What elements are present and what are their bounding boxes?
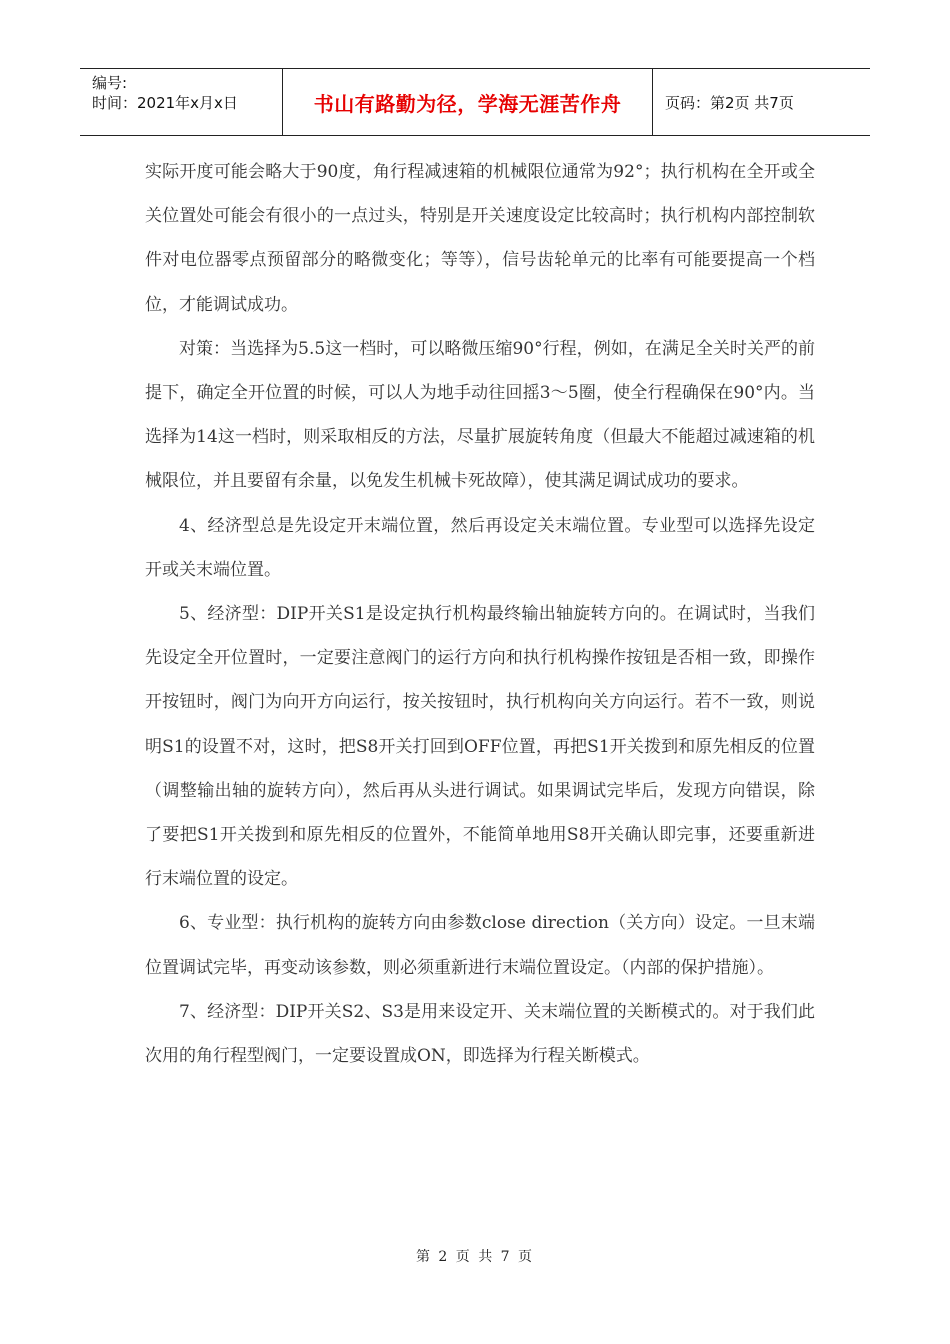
page-footer: 第 2 页 共 7 页 (415, 1249, 535, 1265)
document-number: 编号: (92, 74, 128, 92)
document-date: 时间：2021年x月x日 (92, 94, 238, 112)
paragraph: 5、经济型：DIP开关S1是设定执行机构最终输出轴旋转方向的。在调试时，当我们先设定全开位置时，一定要注意阀门的运行方向和执行机构操作按钮是否相一致，即操作开按钮时，阀门为向开方向运行，按关按钮时，执行机构向关方向运行。若不一致，则说明S1的设置不对，这时，把S8开关打回到OFF位置，再把S1开关拨到和原先相反的位置（调整输出轴的旋转方向），然后再从头进行调试。如果调试完毕后，发现方向错误，除了要把S1开关拨到和原先相反的位置外，不能简单地用S8开关确认即完事，还要重新进行末端位置的设定。 (145, 604, 815, 890)
paragraph: 7、经济型：DIP开关S2、S3是用来设定开、关末端位置的关断模式的。对于我们此次用的角行程型阀门，一定要设置成ON，即选择为行程关断模式。 (145, 1001, 815, 1067)
paragraph: 实际开度可能会略大于90度，角行程减速箱的机械限位通常为92°；执行机构在全开或全关位置处可能会有很小的一点过头，特别是开关速度设定比较高时；执行机构内部控制软件对电位器零点预留部分的略微变化；等等），信号齿轮单元的比率有可能要提高一个档位，才能调试成功。 (145, 162, 815, 315)
header-motto: 书山有路勤为径，学海无涯苦作舟 (313, 91, 622, 116)
header-page-cell (653, 69, 870, 135)
document-body (145, 150, 815, 1078)
paragraph: 4、经济型总是先设定开末端位置，然后再设定关末端位置。专业型可以选择先设定开或关末端位置。 (145, 515, 815, 580)
page-header (80, 68, 870, 136)
header-page-number: 页码：第2页 共7页 (665, 93, 794, 112)
paragraph: 6、专业型：执行机构的旋转方向由参数close direction（关方向）设定。一旦末端位置调试完毕，再变动该参数，则必须重新进行末端位置设定。（内部的保护措施）。 (145, 913, 815, 978)
header-motto-cell (283, 69, 653, 135)
paragraph: 对策：当选择为5.5这一档时，可以略微压缩90°行程，例如，在满足全关时关严的前提下，确定全开位置的时候，可以人为地手动往回摇3～5圈，使全行程确保在90°内。当选择为14这一档时，则采取相反的方法，尽量扩展旋转角度（但最大不能超过减速箱的机械限位，并且要留有余量，以免发生机械卡死故障），使其满足调试成功的要求。 (145, 338, 815, 492)
header-meta-cell (80, 69, 283, 135)
